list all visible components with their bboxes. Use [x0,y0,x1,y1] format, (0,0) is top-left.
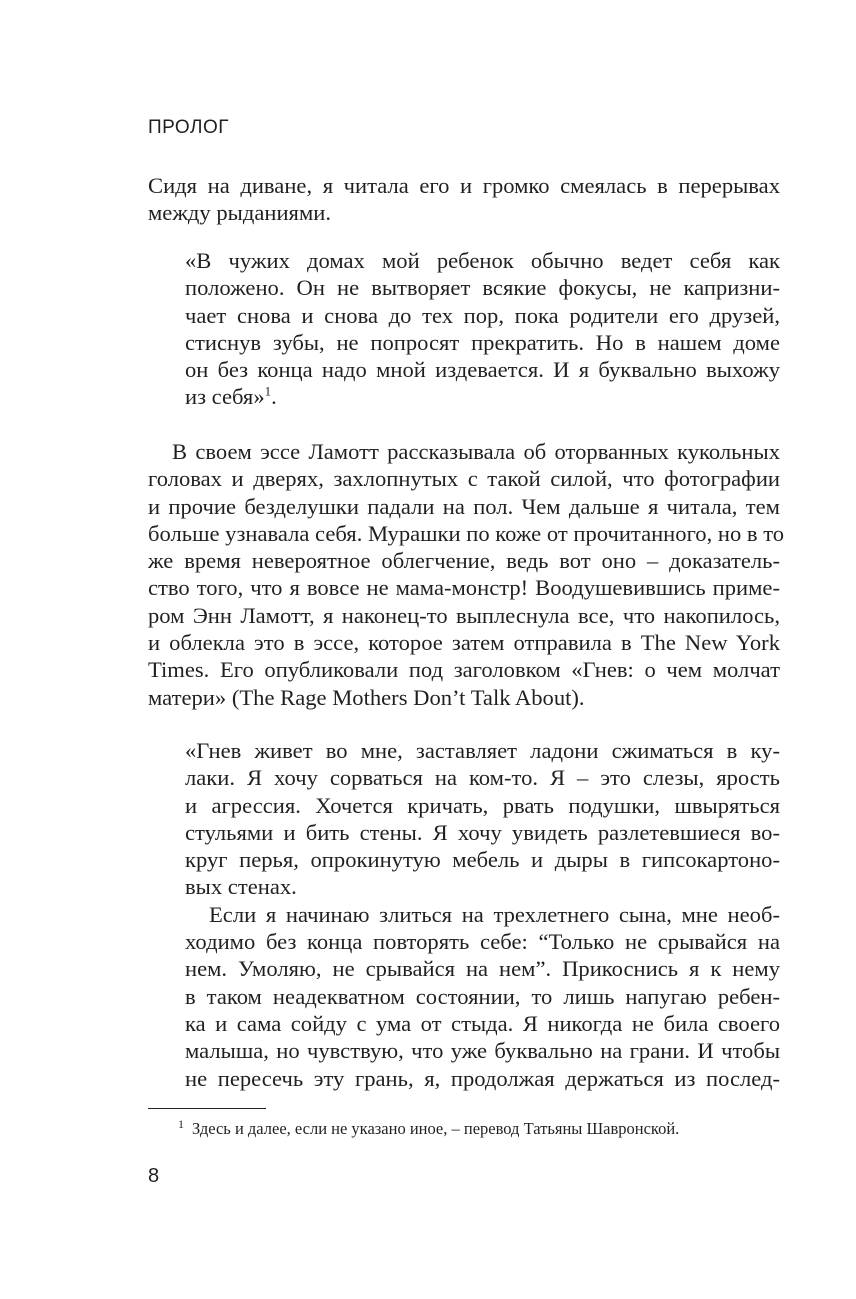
text-line-with-footnote [185,383,780,410]
paragraph-1 [148,172,780,227]
text-line: ходимо без конца повторять себе: “Только не срывайся на [185,929,780,955]
block-quote-1 [185,247,780,411]
text-line: ство того, что я вовсе не мама-монстр! Воодушевившись приме- [148,575,780,601]
footnote-separator [148,1108,266,1109]
footnote-number: 1 [178,1116,184,1131]
text-line: Сидя на диване, я читала его и громко смеялась в перерывах [148,173,780,198]
text-line: в таком неадекватном состоянии, то лишь напугаю ребен- [185,983,780,1009]
text-line: между рыданиями. [148,200,331,226]
text-line: вых стенах. [185,874,297,900]
footnote-reference: 1 [264,383,272,399]
footnote-text: Здесь и далее, если не указано иное, – перевод Татьяны Шавронской. [192,1119,680,1138]
text-line: из себя» [185,384,265,410]
text-line: и облекла это в эссе, которое затем отправила в The New York [148,630,780,656]
text-line: ка и сама сойду с ума от стыда. Я никогда не била своего [185,1010,780,1036]
footnote [178,1116,680,1139]
page-number: 8 [148,1165,160,1187]
text-line: малыша, но чувствую, что уже буквально на грани. И чтобы [185,1038,780,1064]
text-line: ром Энн Ламотт, я наконец-то выплеснула все, что накопилось, [148,602,780,628]
text-line: матери» (The Rage Mothers Don’t Talk About). [148,684,585,710]
text-line: стиснув зубы, не попросят прекратить. Но в нашем доме [185,329,780,355]
text-line: и прочие безделушки падали на пол. Чем дальше я читала, тем [148,493,780,519]
block-quote-2 [185,737,780,1092]
text-line: нем. Умоляю, не срывайся на нем”. Прикоснись я к нему [185,956,780,982]
text-line: Times. Его опубликовали под заголовком «Гнев: о чем молчат [148,657,780,683]
text-line: больше узнавала себя. Мурашки по коже от прочитанного, но в то [148,520,785,546]
text-line: «Гнев живет во мне, заставляет ладони сжиматься в ку- [185,738,780,763]
text-line: чает снова и снова до тех пор, пока родители его друзей, [185,302,780,328]
text-line: и агрессия. Хочется кричать, рвать подушки, швыряться [185,792,780,818]
text-line: он без конца надо мной издевается. И я буквально выхожу [185,357,780,383]
text-line: же время невероятное облегчение, ведь вот оно – доказатель- [148,548,780,574]
text-line: «В чужих домах мой ребенок обычно ведет себя как [185,248,780,273]
text-line: стульями и бить стены. Я хочу увидеть разлетевшиеся во- [185,819,780,845]
text-line: круг перья, опрокинутую мебель и дыры в гипсокартоно- [185,847,780,873]
text-line: В своем эссе Ламотт рассказывала об оторванных кукольных [172,439,780,464]
paragraph-2 [148,438,785,711]
end-punctuation: . [271,384,277,410]
text-line: лаки. Я хочу сорваться на ком-то. Я – это слезы, ярость [185,765,780,791]
text-line: не пересечь эту грань, я, продолжая держаться из послед- [185,1065,780,1091]
text-line: головах и дверях, захлопнутых с такой силой, что фотографии [148,466,780,492]
text-line: Если я начинаю злиться на трехлетнего сына, мне необ- [209,901,780,927]
text-line: положено. Он не вытворяет всякие фокусы, не капризни- [185,275,780,301]
running-head: ПРОЛОГ [148,117,230,138]
